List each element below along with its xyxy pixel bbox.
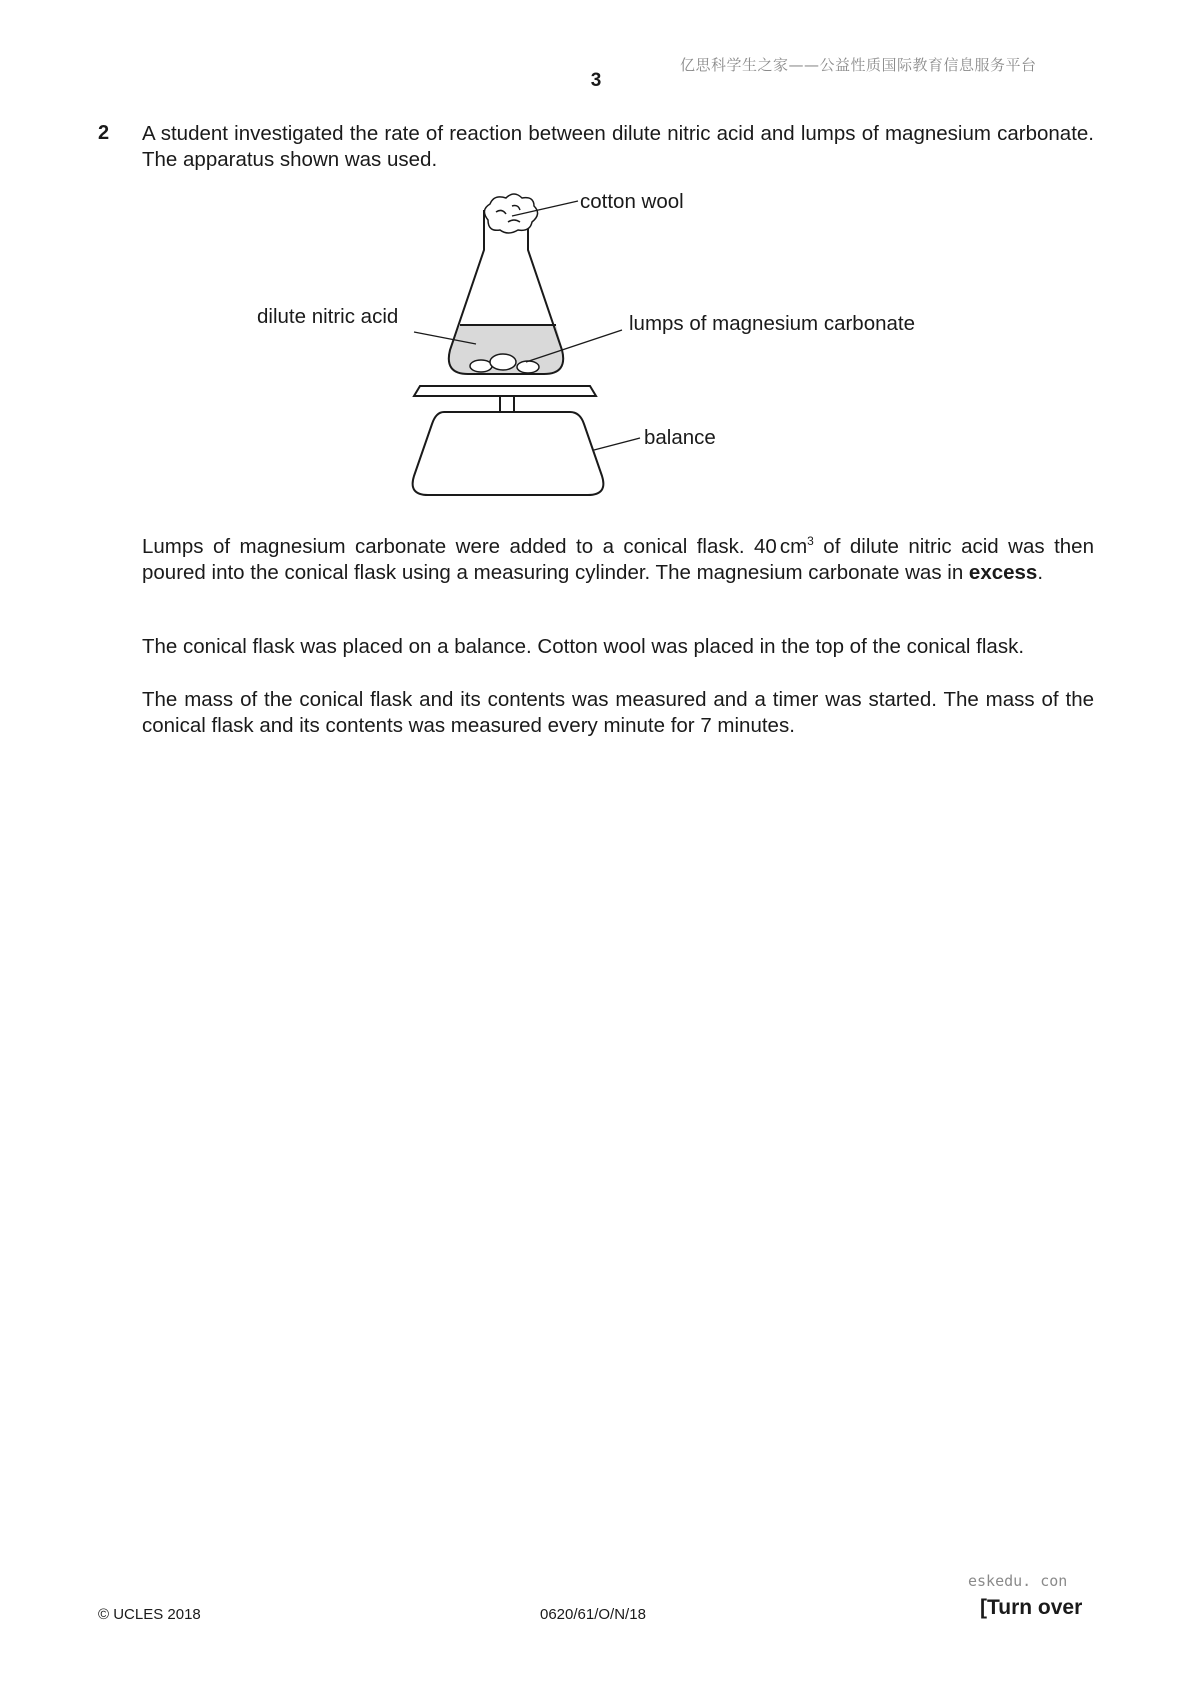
p1-period: .: [1037, 560, 1044, 584]
paragraph-procedure-1: [142, 528, 1094, 586]
conical-flask: [448, 210, 564, 374]
p1-bold-excess: excess: [968, 560, 1038, 584]
question-intro: A student investigated the rate of reaction between dilute nitric acid and lumps of magnesium carbonate. The apparatus shown was used.: [142, 122, 1094, 171]
paragraph-procedure-2: The conical flask was placed on a balance. Cotton wool was placed in the top of the conical flask.: [142, 635, 1025, 658]
cotton-wool: [484, 194, 537, 233]
footer-turn-over: [Turn over: [980, 1596, 1083, 1619]
footer-copyright: © UCLES 2018: [98, 1606, 201, 1623]
label-dilute-nitric-acid: dilute nitric acid: [257, 305, 399, 328]
label-lumps: lumps of magnesium carbonate: [629, 312, 916, 335]
question-number: 2: [98, 122, 110, 144]
p1-unit: cm: [779, 534, 808, 558]
label-balance: balance: [644, 426, 716, 449]
header-watermark: 亿思科学生之家——公益性质国际教育信息服务平台: [680, 56, 1037, 74]
balance: [413, 386, 604, 495]
paragraph-procedure-3: The mass of the conical flask and its contents was measured and a timer was started. The mass of the conical flask and its contents was measured every minute for 7 minutes.: [142, 688, 1094, 737]
footer-watermark: eskedu. con: [968, 1572, 1068, 1590]
p1-text-a: Lumps of magnesium carbonate were added to a conical flask. 40: [142, 534, 777, 558]
footer-paper-code: 0620/61/O/N/18: [540, 1606, 646, 1623]
apparatus-diagram: [0, 190, 1191, 510]
label-cotton-wool: cotton wool: [580, 190, 684, 213]
p1-text-b: of dilute nitric acid was then poured into the conical flask using a measuring cylinder. The magnesium carbonate was in: [142, 534, 1094, 584]
p1-superscript: 3: [807, 534, 814, 548]
page-number: 3: [590, 70, 602, 91]
